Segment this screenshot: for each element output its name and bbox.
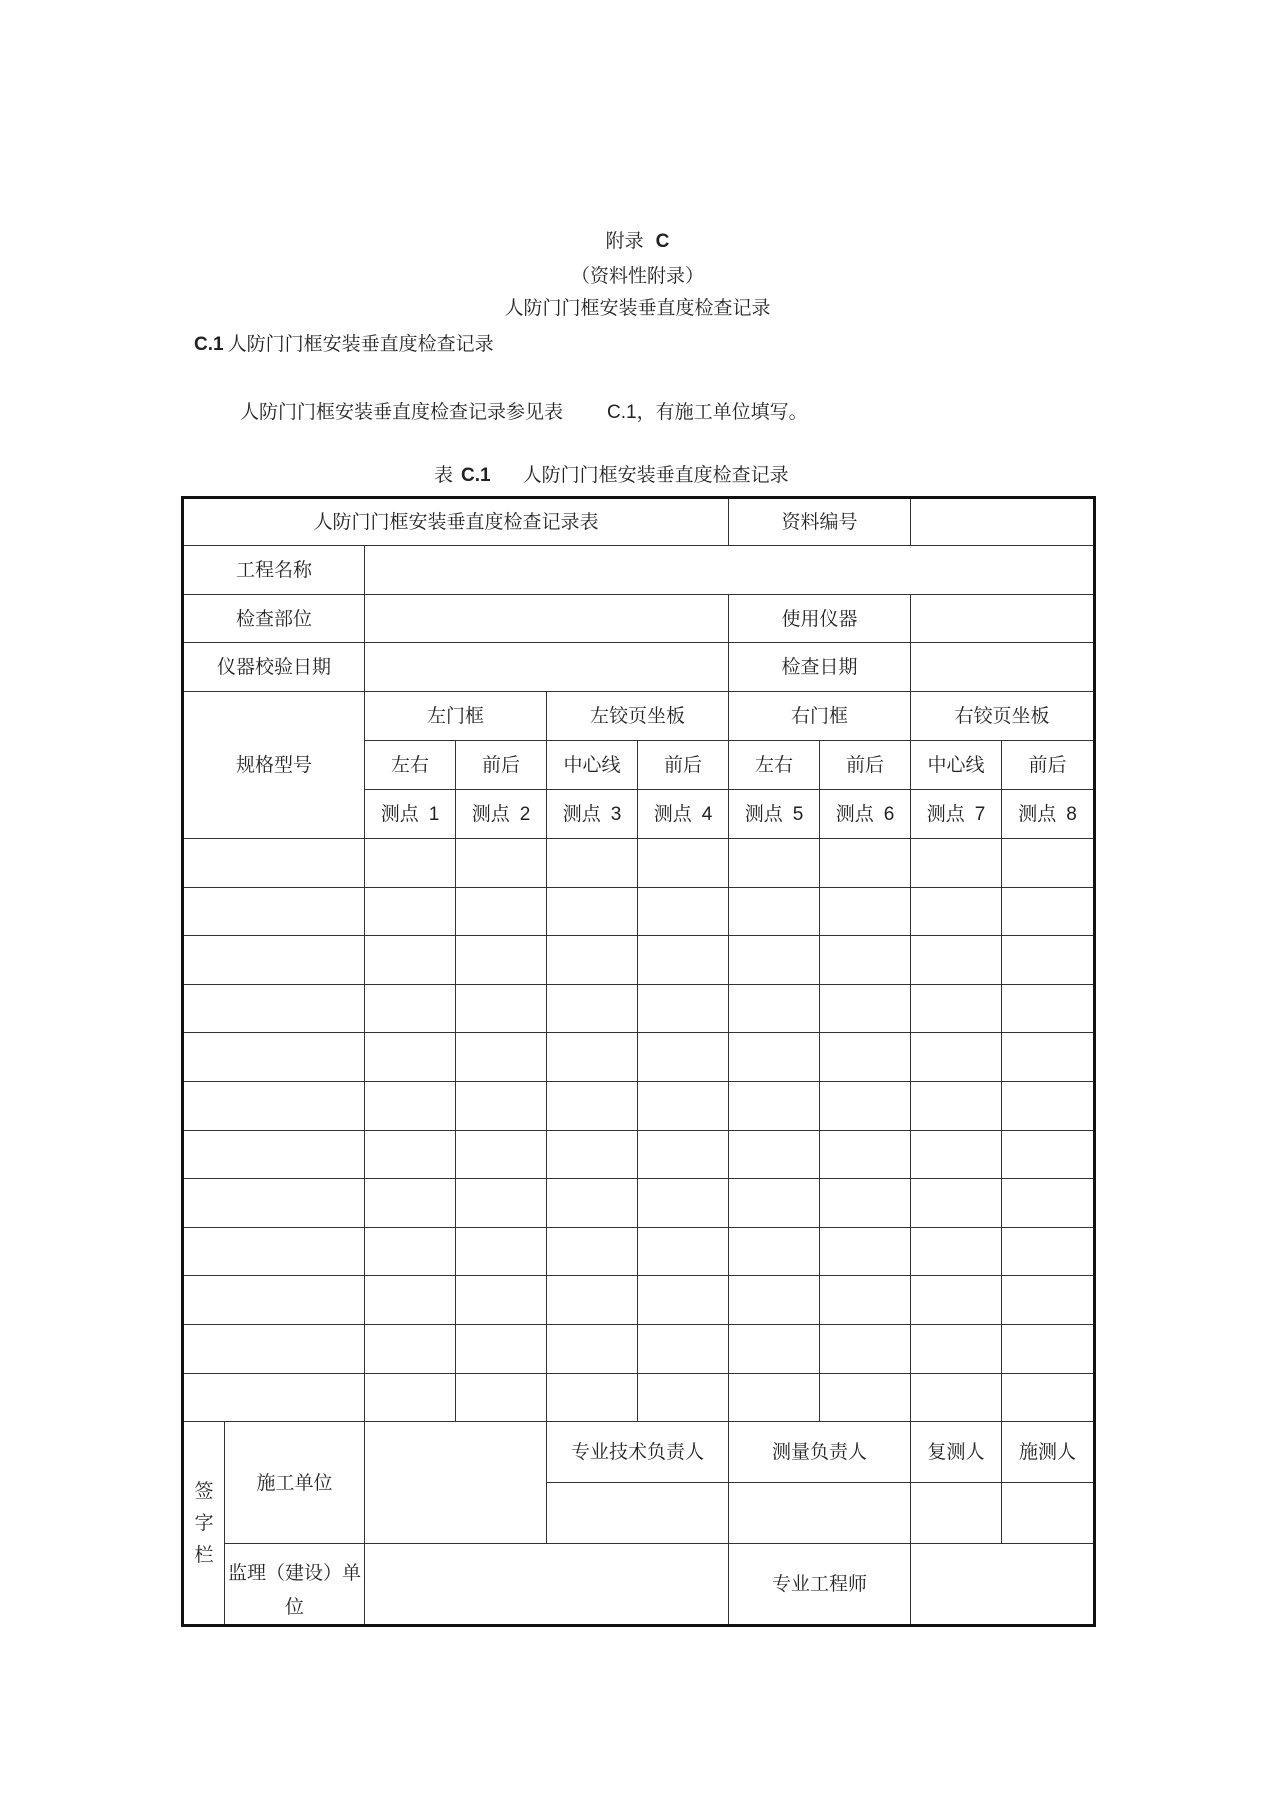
measurement-row [183,1081,1095,1130]
measurement-cell[interactable] [365,839,456,888]
measurement-cell[interactable] [1002,1324,1095,1373]
measurement-cell[interactable] [365,1081,456,1130]
measurement-cell[interactable] [365,984,456,1033]
measurement-row [183,887,1095,936]
measurement-cell[interactable] [456,1081,547,1130]
measurement-cell[interactable] [638,1276,729,1325]
measurement-cell[interactable] [911,1081,1002,1130]
measurement-cell[interactable] [547,839,638,888]
measurement-cell[interactable] [365,1276,456,1325]
body-text-part1: 人防门门框安装垂直度检查记录参见表 [240,401,564,423]
calibration-date-field[interactable] [365,643,729,692]
tester-label: 施测人 [1002,1422,1095,1483]
measurement-cell[interactable] [729,887,820,936]
body-text-part2: ，有施工单位填写。 [636,401,808,423]
measurement-cell[interactable] [729,984,820,1033]
direction-header: 左右 [365,741,456,790]
measurement-cell[interactable] [729,1179,820,1228]
direction-header: 左右 [729,741,820,790]
measurement-cell[interactable] [456,1179,547,1228]
direction-header: 前后 [1002,741,1095,790]
measurement-cell[interactable] [1002,1373,1095,1422]
measurement-cell[interactable] [729,1276,820,1325]
measurement-cell[interactable] [820,1373,911,1422]
measurement-cell[interactable] [820,1033,911,1082]
table-caption-prefix: 表 [434,464,454,486]
body-text-ref: C.1 [607,402,637,423]
measurement-cell[interactable] [820,887,911,936]
measurement-cell[interactable] [1002,1276,1095,1325]
measurement-cell[interactable] [638,984,729,1033]
measurement-cell[interactable] [547,1033,638,1082]
measurement-cell[interactable] [547,1227,638,1276]
measurement-row [183,936,1095,985]
survey-lead-label: 测量负责人 [729,1422,911,1483]
point-header: 测点 7 [911,790,1002,839]
measurement-row [183,1179,1095,1228]
measurement-cell[interactable] [547,936,638,985]
measurement-cell[interactable] [365,1373,456,1422]
measurement-cell[interactable] [456,839,547,888]
spec-model-cell[interactable] [183,1130,365,1179]
measurement-cell[interactable] [729,1130,820,1179]
measurement-cell[interactable] [911,1373,1002,1422]
spec-model-cell[interactable] [183,839,365,888]
measurement-cell[interactable] [638,1179,729,1228]
measurement-cell[interactable] [365,1324,456,1373]
doc-number-field[interactable] [911,498,1095,546]
measurement-cell[interactable] [638,1227,729,1276]
measurement-cell[interactable] [638,1130,729,1179]
tech-lead-signature-field[interactable] [547,1483,729,1544]
measurement-cell[interactable] [820,1324,911,1373]
measurement-cell[interactable] [1002,1179,1095,1228]
section-number: C.1 [194,334,224,355]
retester-label: 复测人 [911,1422,1002,1483]
measurement-cell[interactable] [456,984,547,1033]
spec-model-cell[interactable] [183,1227,365,1276]
tester-signature-field[interactable] [1002,1483,1095,1544]
section-title: 人防门门框安装垂直度检查记录 [227,333,494,355]
measurement-cell[interactable] [547,1373,638,1422]
measurement-cell[interactable] [911,984,1002,1033]
survey-lead-signature-field[interactable] [729,1483,911,1544]
point-header: 测点 3 [547,790,638,839]
measurement-cell[interactable] [365,1179,456,1228]
measurement-cell[interactable] [1002,936,1095,985]
spec-model-cell[interactable] [183,1276,365,1325]
measurement-row [183,984,1095,1033]
spec-model-cell[interactable] [183,1033,365,1082]
measurement-cell[interactable] [729,1373,820,1422]
measurement-row [183,1033,1095,1082]
measurement-cell[interactable] [820,1179,911,1228]
measurement-row [183,1130,1095,1179]
measurement-cell[interactable] [547,1130,638,1179]
measurement-cell[interactable] [820,1227,911,1276]
engineer-label: 专业工程师 [729,1544,911,1626]
appendix-title: 人防门门框安装垂直度检查记录 [504,297,771,319]
spec-model-label: 规格型号 [183,692,365,839]
measurement-cell[interactable] [911,1276,1002,1325]
inspection-date-label: 检查日期 [729,643,911,692]
measurement-cell[interactable] [638,1373,729,1422]
measurement-cell[interactable] [365,1227,456,1276]
direction-header: 中心线 [911,741,1002,790]
inspection-part-field[interactable] [365,595,729,643]
body-paragraph [240,400,808,425]
measurement-cell[interactable] [820,936,911,985]
measurement-cell[interactable] [1002,984,1095,1033]
measurement-cell[interactable] [456,1276,547,1325]
doc-number-label: 资料编号 [729,498,911,546]
spec-model-cell[interactable] [183,1324,365,1373]
measurement-cell[interactable] [911,1179,1002,1228]
direction-header: 前后 [820,741,911,790]
measurement-cell[interactable] [547,984,638,1033]
measurement-cell[interactable] [911,1227,1002,1276]
group-right-hinge-plate: 右铰页坐板 [911,692,1095,741]
measurement-cell[interactable] [456,936,547,985]
retester-signature-field[interactable] [911,1483,1002,1544]
measurement-cell[interactable] [820,1130,911,1179]
construction-unit-field[interactable] [365,1422,547,1544]
measurement-cell[interactable] [547,1081,638,1130]
spec-model-cell[interactable] [183,984,365,1033]
measurement-cell[interactable] [456,1227,547,1276]
measurement-cell[interactable] [638,1081,729,1130]
measurement-cell[interactable] [547,1324,638,1373]
point-header: 测点 1 [365,790,456,839]
measurement-cell[interactable] [456,1033,547,1082]
measurement-cell[interactable] [1002,1033,1095,1082]
measurement-cell[interactable] [638,887,729,936]
measurement-cell[interactable] [729,1324,820,1373]
measurement-cell[interactable] [1002,1130,1095,1179]
measurement-cell[interactable] [820,1081,911,1130]
inspection-part-label: 检查部位 [183,595,365,643]
measurement-cell[interactable] [1002,839,1095,888]
inspection-date-field[interactable] [911,643,1095,692]
measurement-cell[interactable] [729,1081,820,1130]
appendix-label: 附录 [605,230,644,252]
construction-unit-label: 施工单位 [225,1422,365,1544]
spec-model-cell[interactable] [183,1081,365,1130]
group-left-hinge-plate: 左铰页坐板 [547,692,729,741]
table-caption-title: 人防门门框安装垂直度检查记录 [522,464,789,486]
form-header-title: 人防门门框安装垂直度检查记录表 [183,498,729,546]
measurement-row [183,1227,1095,1276]
measurement-cell[interactable] [365,887,456,936]
measurement-cell[interactable] [456,1324,547,1373]
measurement-cell[interactable] [911,1324,1002,1373]
engineer-signature-field[interactable] [911,1544,1095,1626]
tech-lead-label: 专业技术负责人 [547,1422,729,1483]
signature-column-label: 签 字 栏 [183,1422,225,1626]
measurement-cell[interactable] [365,1130,456,1179]
measurement-cell[interactable] [547,887,638,936]
measurement-cell[interactable] [638,936,729,985]
group-left-frame: 左门框 [365,692,547,741]
measurement-cell[interactable] [456,1130,547,1179]
measurement-cell[interactable] [365,1033,456,1082]
direction-header: 中心线 [547,741,638,790]
measurement-row [183,1373,1095,1422]
measurement-cell[interactable] [911,887,1002,936]
supervision-unit-label: 监理（建设）单位 [225,1544,365,1626]
measurement-cell[interactable] [456,1373,547,1422]
measurement-cell[interactable] [729,936,820,985]
measurement-cell[interactable] [547,1179,638,1228]
measurement-cell[interactable] [638,839,729,888]
project-name-field[interactable] [365,546,1095,595]
point-header: 测点 2 [456,790,547,839]
direction-header: 前后 [456,741,547,790]
spec-model-cell[interactable] [183,936,365,985]
supervision-unit-field[interactable] [365,1544,729,1626]
measurement-row [183,1276,1095,1325]
measurement-cell[interactable] [820,984,911,1033]
point-header: 测点 5 [729,790,820,839]
instrument-field[interactable] [911,595,1095,643]
measurement-rows [183,839,1095,1422]
measurement-cell[interactable] [911,936,1002,985]
section-heading [194,332,494,357]
measurement-cell[interactable] [1002,1227,1095,1276]
measurement-cell[interactable] [729,839,820,888]
measurement-cell[interactable] [729,1033,820,1082]
measurement-cell[interactable] [638,1033,729,1082]
measurement-cell[interactable] [911,1033,1002,1082]
measurement-row [183,839,1095,888]
measurement-cell[interactable] [911,839,1002,888]
point-header: 测点 4 [638,790,729,839]
instrument-label: 使用仪器 [729,595,911,643]
measurement-cell[interactable] [820,1276,911,1325]
appendix-letter: C [655,231,670,252]
measurement-cell[interactable] [729,1227,820,1276]
measurement-cell[interactable] [911,1130,1002,1179]
measurement-cell[interactable] [365,936,456,985]
measurement-cell[interactable] [820,839,911,888]
appendix-heading [0,229,1275,254]
direction-header: 前后 [638,741,729,790]
project-name-label: 工程名称 [183,546,365,595]
measurement-cell[interactable] [1002,1081,1095,1130]
spec-model-cell[interactable] [183,887,365,936]
point-header: 测点 8 [1002,790,1095,839]
measurement-cell[interactable] [547,1276,638,1325]
measurement-cell[interactable] [456,887,547,936]
measurement-cell[interactable] [1002,887,1095,936]
point-header: 测点 6 [820,790,911,839]
inspection-record-table [181,496,1096,1627]
group-right-frame: 右门框 [729,692,911,741]
table-caption-number: C.1 [461,465,491,486]
appendix-note: （资料性附录） [570,265,704,287]
calibration-date-label: 仪器校验日期 [183,643,365,692]
spec-model-cell[interactable] [183,1373,365,1422]
table-caption [434,463,789,488]
measurement-cell[interactable] [638,1324,729,1373]
measurement-row [183,1324,1095,1373]
spec-model-cell[interactable] [183,1179,365,1228]
